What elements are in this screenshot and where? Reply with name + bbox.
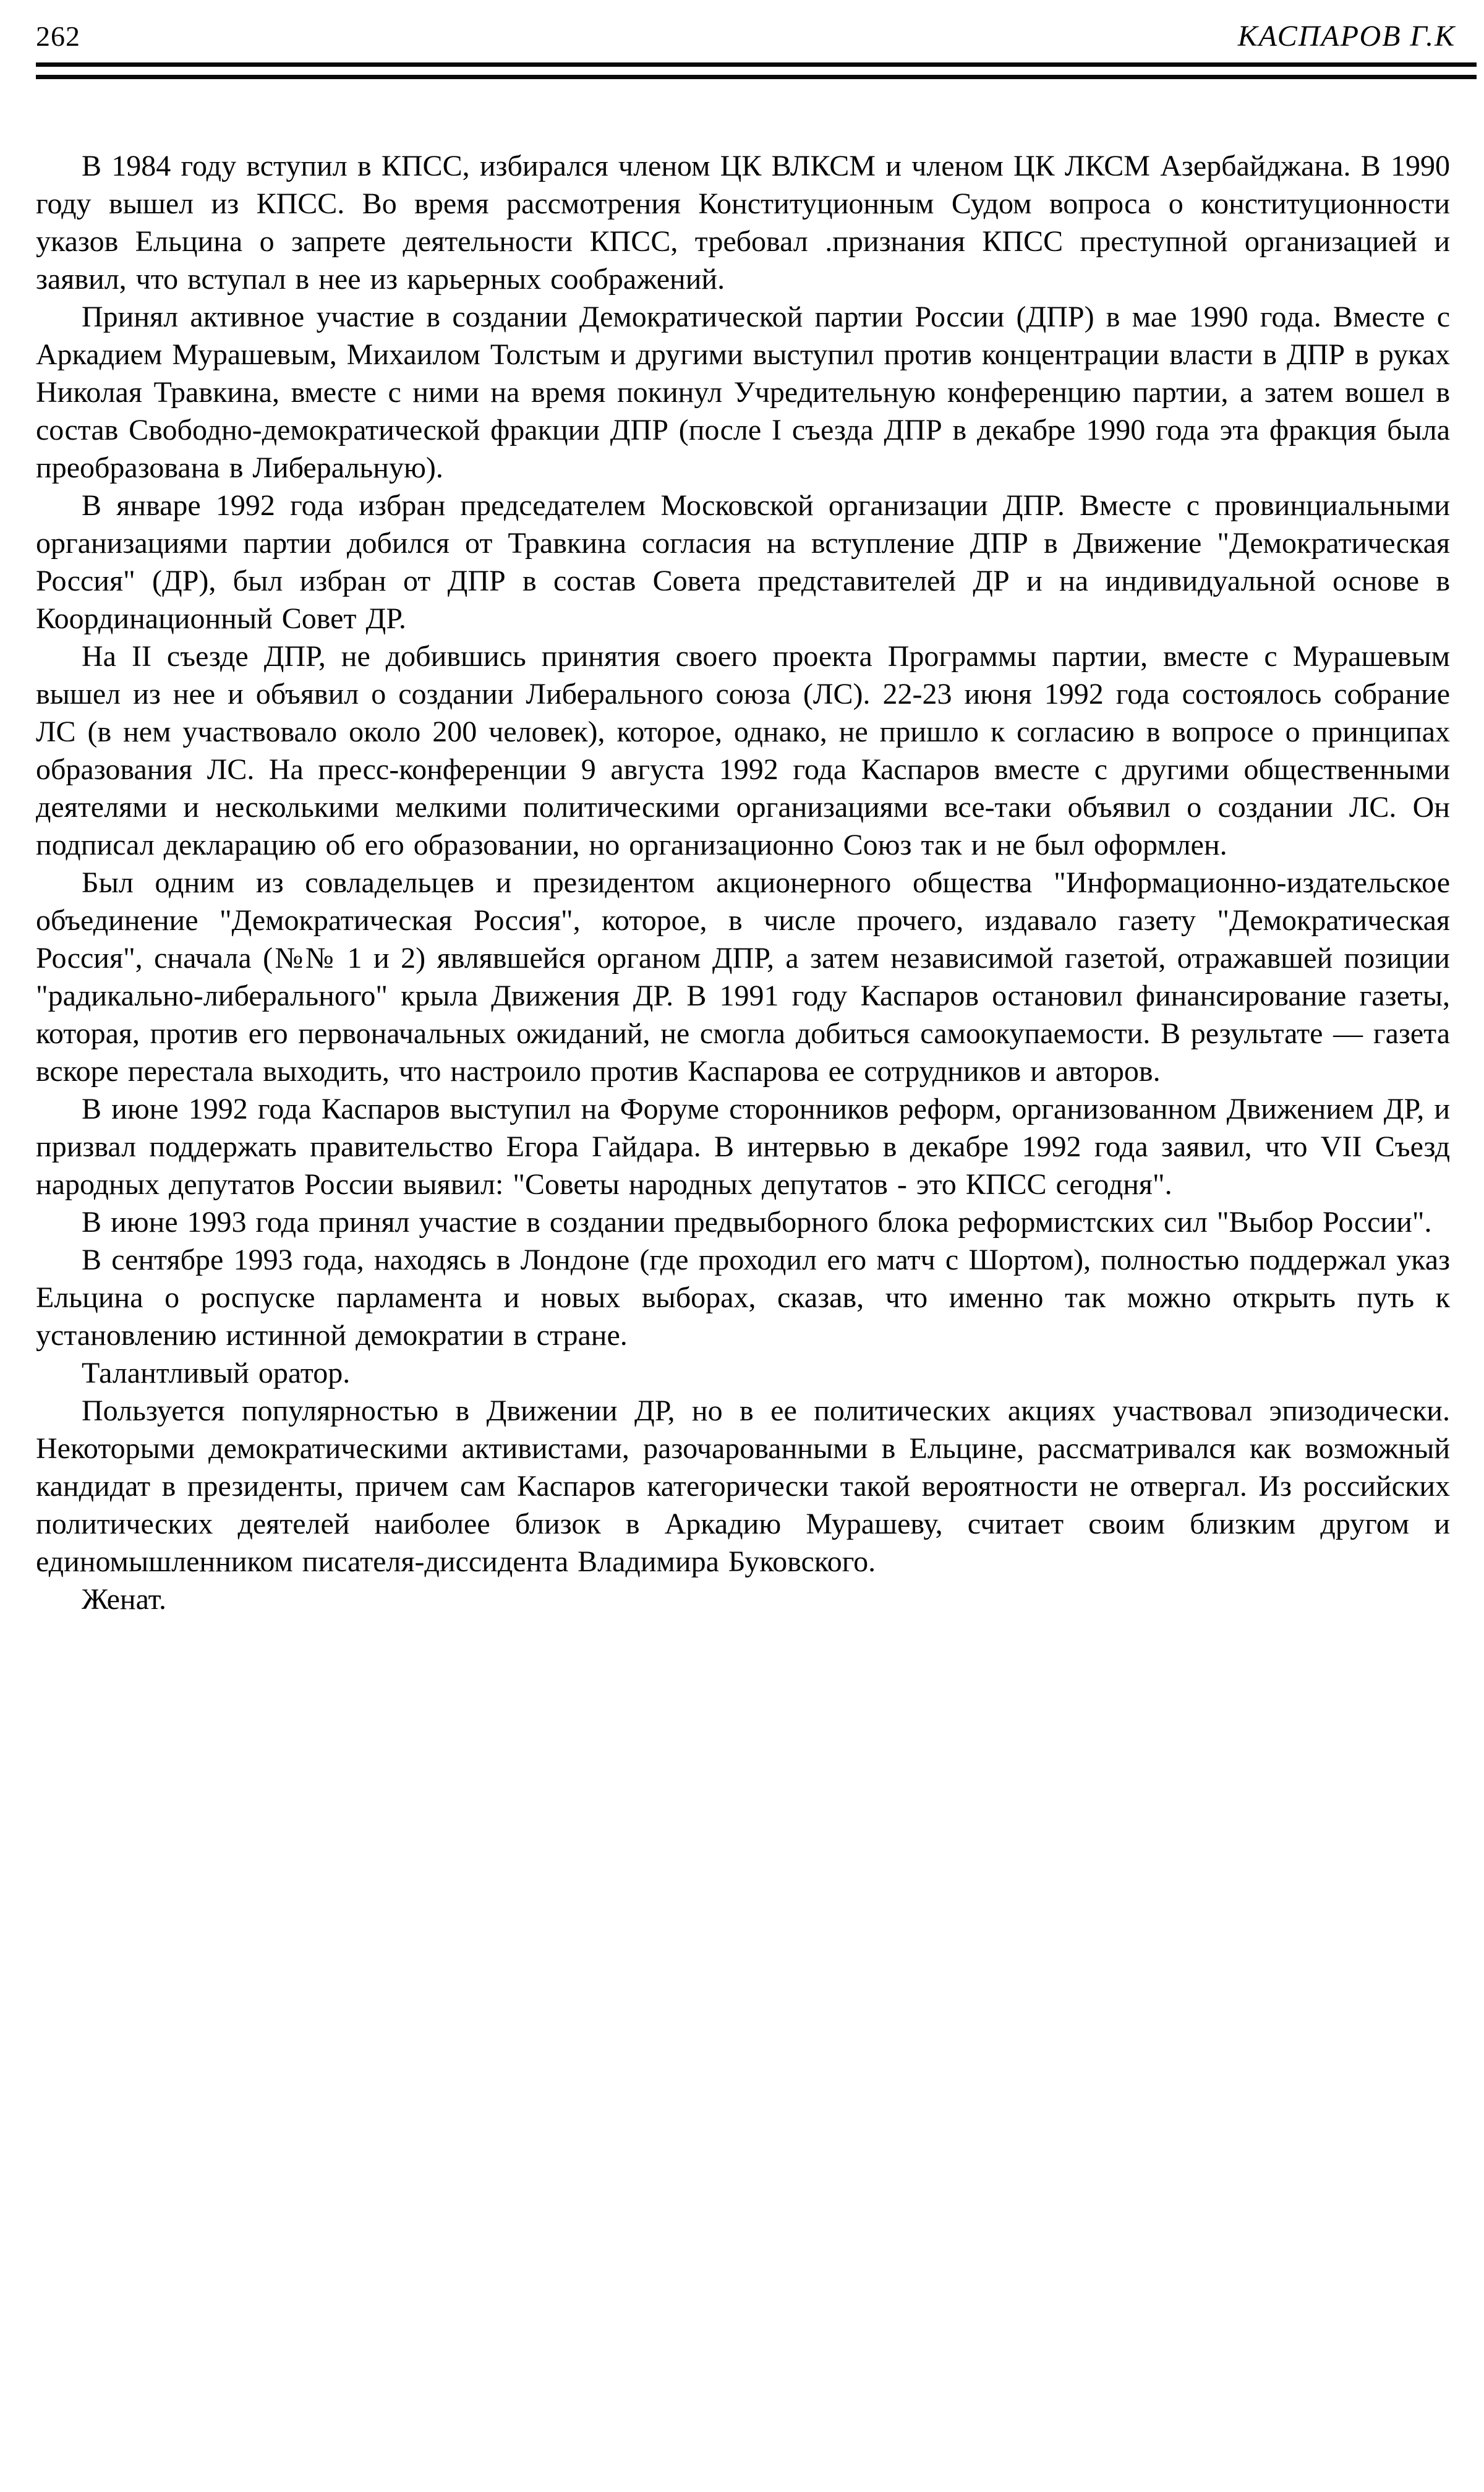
double-rule <box>36 62 1477 79</box>
paragraph: Пользуется популярностью в Движении ДР, но в ее политических акциях участвовал эпизодически. Некоторыми демократическими активистами, разочарованными в Ельцине, рассматривался как возможный кандидат в президенты, причем сам Каспаров категорически такой вероятности не отвергал. Из российских политических деятелей наиболее близок в Аркадию Мурашеву, считает своим близким другом и единомышленником писателя-диссидента Владимира Буковского. <box>36 1394 1450 1578</box>
article-body <box>36 147 1450 1618</box>
running-title: КАСПАРОВ Г.К <box>1237 20 1456 53</box>
paragraph: На II съезде ДПР, не добившись принятия своего проекта Программы партии, вместе с Мурашевым вышел из нее и объявил о создании Либерального союза (ЛС). 22-23 июня 1992 года состоялось собрание ЛС (в нем участвовало около 200 человек), которое, однако, не пришло к согласию в вопросе о принципах образования ЛС. На пресс-конференции 9 августа 1992 года Каспаров вместе с другими общественными деятелями и несколькими мелкими политическими организациями все-таки объявил о создании ЛС. Он подписал декларацию об его образовании, но организационно Союз так и не был оформлен. <box>36 640 1450 861</box>
paragraph: В июне 1993 года принял участие в создании предвыборного блока реформистских сил "Выбор России". <box>82 1206 1432 1239</box>
paragraph: В январе 1992 года избран председателем Московской организации ДПР. Вместе с провинциальными организациями партии добился от Травкина согласия на вступление ДПР в Движение "Демократическая Россия" (ДР), был избран от ДПР в состав Совета представителей ДР и на индивидуальной основе в Координационный Совет ДР. <box>36 489 1450 635</box>
paragraph: В июне 1992 года Каспаров выступил на Форуме сторонников реформ, организованном Движением ДР, и призвал поддержать правительство Егора Гайдара. В интервью в декабре 1992 года заявил, что VII Съезд народных депутатов России выявил: "Советы народных депутатов - это КПСС сегодня". <box>36 1093 1450 1201</box>
page-header <box>36 19 1456 54</box>
paragraph: Был одним из совладельцев и президентом акционерного общества "Информационно-издательское объединение "Демократическая Россия", которое, в числе прочего, издавало газету "Демократическая Россия", сначала (№№ 1 и 2) являвшейся органом ДПР, а затем независимой газетой, отражавшей позиции "радикально-либерального" крыла Движения ДР. В 1991 году Каспаров остановил финансирование газеты, которая, против его первоначальных ожиданий, не смогла добиться самоокупаемости. В результате — газета вскоре перестала выходить, что настроило против Каспарова ее сотрудников и авторов. <box>36 866 1450 1088</box>
page-number: 262 <box>36 20 80 52</box>
paragraph: Принял активное участие в создании Демократической партии России (ДПР) в мае 1990 года. Вместе с Аркадием Мурашевым, Михаилом Толстым и другими выступил против концентрации власти в ДПР в руках Николая Травкина, вместе с ними на время покинул Учредительную конференцию партии, а затем вошел в состав Свободно-демократической фракции ДПР (после I съезда ДПР в декабре 1990 года эта фракция была преобразована в Либеральную). <box>36 301 1450 484</box>
paragraph: В 1984 году вступил в КПСС, избирался членом ЦК ВЛКСМ и членом ЦК ЛКСМ Азербайджана. В 1990 году вышел из КПСС. Во время рассмотрения Конституционным Судом вопроса о конституционности указов Ельцина о запрете деятельности КПСС, требовал .признания КПСС преступной организацией и заявил, что вступал в нее из карьерных соображений. <box>36 150 1450 296</box>
paragraph: В сентябре 1993 года, находясь в Лондоне (где проходил его матч с Шортом), полностью поддержал указ Ельцина о роспуске парламента и новых выборах, сказав, что именно так можно открыть путь к установлению истинной демократии в стране. <box>36 1244 1450 1352</box>
paragraph: Женат. <box>82 1583 166 1616</box>
paragraph: Талантливый оратор. <box>82 1357 351 1389</box>
